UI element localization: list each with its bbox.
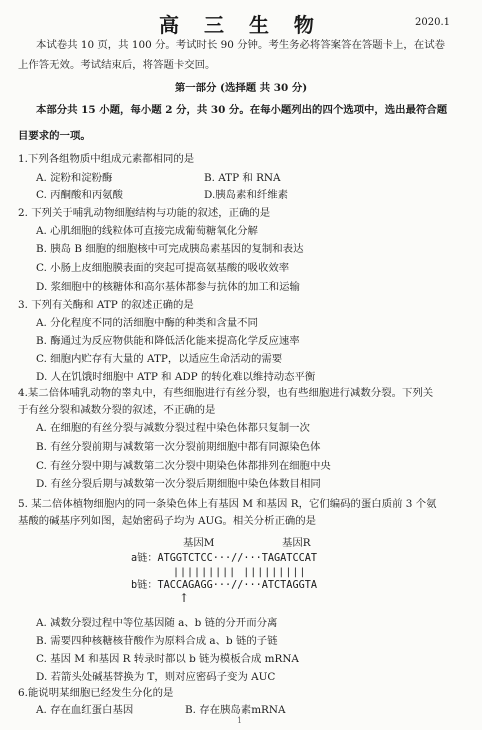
question-option: A. 存在血红蛋白基因 <box>36 704 134 716</box>
question-option: B. 存在胰岛素mRNA <box>185 704 286 716</box>
question-option: C. 基因 M 和基因 R 转录时都以 b 链为模板合成 mRNA <box>36 653 299 665</box>
question-option: D. 有丝分裂后期与减数第一次分裂后期细胞中染色体数目相同 <box>36 478 321 490</box>
question-stem: 4.某二倍体哺乳动物的睾丸中，有些细胞进行有丝分裂，也有些细胞进行减数分裂。下列关 <box>18 387 434 399</box>
intro-line: 本试卷共 10 页，共 100 分。考试时长 90 分钟。考生务必将答案答在答题卡上，在试卷 <box>36 39 445 51</box>
question-stem: 6.能说明某细胞已经发生分化的是 <box>18 687 174 699</box>
question-option: B. 酶通过为反应物供能和降低活化能来提高化学反应速率 <box>36 335 300 347</box>
question-stem: 基酸的碱基序列如图，起始密码子均为 AUG。相关分析正确的是 <box>18 515 317 527</box>
page-title: 高 三 生 物 <box>159 13 323 37</box>
question-option: D.胰岛素和纤维素 <box>204 189 288 201</box>
chain-a-sequence: a链：ATGGTCTCC···//···TAGATCCAT <box>131 553 317 564</box>
question-stem: 5. 某二倍体植物细胞内的同一条染色体上有基因 M 和基因 R，它们编码的蛋白质前 3 个氨 <box>18 498 437 510</box>
question-stem: 1.下列各组物质中组成元素都相同的是 <box>18 153 195 165</box>
question-option: D. 人在饥饿时细胞中 ATP 和 ADP 的转化难以维持动态平衡 <box>36 371 316 383</box>
section-instructions: 本部分共 15 小题，每小题 2 分，共 30 分。在每小题列出的四个选项中，选出最符合题 <box>36 104 448 116</box>
question-stem: 于有丝分裂和减数分裂的叙述，不正确的是 <box>18 404 216 416</box>
question-option: B. 需要四种核糖核苷酸作为原料合成 a、b 链的子链 <box>36 635 278 647</box>
base-pair-bars: ||||||||| ||||||||| <box>173 567 307 578</box>
section-instructions: 目要求的一项。 <box>18 130 91 142</box>
question-option: D. 浆细胞中的核糖体和高尔基体都参与抗体的加工和运输 <box>36 281 300 293</box>
question-stem: 2. 下列关于哺乳动物细胞结构与功能的叙述，正确的是 <box>18 207 271 219</box>
section-title: 第一部分 (选择题 共 30 分) <box>174 82 308 94</box>
page-number: 1 <box>237 716 243 725</box>
question-option: B. ATP 和 RNA <box>204 172 281 184</box>
question-option: C. 细胞内贮存有大量的 ATP，以适应生命活动的需要 <box>36 353 283 365</box>
question-option: A. 淀粉和淀粉酶 <box>36 172 113 184</box>
question-option: B. 有丝分裂前期与减数第一次分裂前期细胞中都有同源染色体 <box>36 441 321 453</box>
question-option: C. 丙酮酸和丙氨酸 <box>36 189 123 201</box>
question-option: C. 小肠上皮细胞膜表面的突起可提高氨基酸的吸收效率 <box>36 262 290 274</box>
question-option: A. 在细胞的有丝分裂与减数分裂过程中染色体都只复制一次 <box>36 422 310 434</box>
question-option: C. 有丝分裂中期与减数第二次分裂中期染色体都排列在细胞中央 <box>36 460 331 472</box>
chain-b-sequence: b链：TACCAGAGG···//···ATCTAGGTA <box>131 580 317 591</box>
question-option: B. 胰岛 B 细胞的细胞核中可完成胰岛素基因的复制和表达 <box>36 243 304 255</box>
question-stem: 3. 下列有关酶和 ATP 的叙述正确的是 <box>18 299 194 311</box>
mutation-arrow-icon: ↑ <box>179 591 190 605</box>
intro-line: 上作答无效。考试结束后，将答题卡交回。 <box>18 59 216 71</box>
question-option: D. 若箭头处碱基替换为 T，则对应密码子变为 AUC <box>36 671 276 683</box>
question-option: A. 减数分裂过程中等位基因随 a、b 链的分开而分离 <box>36 617 278 629</box>
gene-m-label: 基因M <box>183 537 215 549</box>
exam-date: 2020.1 <box>415 17 450 28</box>
question-option: A. 心肌细胞的线粒体可直接完成葡萄糖氧化分解 <box>36 225 258 237</box>
gene-r-label: 基因R <box>282 537 311 549</box>
question-option: A. 分化程度不同的活细胞中酶的种类和含量不同 <box>36 317 258 329</box>
